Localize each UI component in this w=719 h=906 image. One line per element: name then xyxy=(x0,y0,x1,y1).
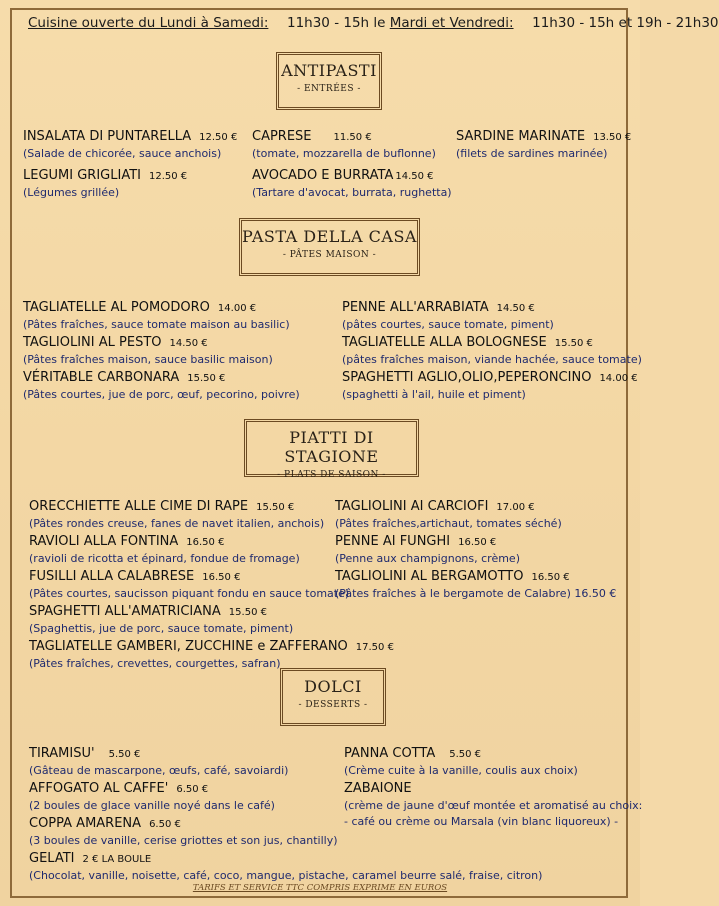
menu-item xyxy=(23,125,237,160)
section-title: PASTA DELLA CASA xyxy=(242,227,417,246)
item-name: CAPRESE xyxy=(252,129,312,144)
item-description: (Gâteau de mascarpone, œufs, café, savoiardi) xyxy=(29,764,289,777)
menu-item xyxy=(252,164,452,199)
section-subtitle: - DESSERTS - xyxy=(298,700,368,710)
menu-item xyxy=(29,742,288,777)
item-description: (tomate, mozzarella de buflonne) xyxy=(252,147,436,160)
item-description: (Spaghettis, jue de porc, sauce tomate, piment) xyxy=(29,622,294,635)
item-price: 16.50 € xyxy=(186,537,225,548)
item-name: PENNE ALL'ARRABIATA xyxy=(342,300,489,315)
item-name: LEGUMI GRIGLIATI xyxy=(23,168,141,183)
item-price: 16.50 € xyxy=(458,537,497,548)
item-price: 14.50 € xyxy=(395,171,434,182)
item-description: (ravioli de ricotta et épinard, fondue de fromage) xyxy=(29,552,300,565)
item-description: (3 boules de vanille, cerise griottes et son jus, chantilly) xyxy=(29,834,338,847)
menu-item xyxy=(29,812,338,847)
menu-item xyxy=(23,366,300,401)
item-description: (spaghetti à l'ail, huile et piment) xyxy=(342,388,526,401)
menu-item xyxy=(29,635,394,670)
section-title: ANTIPASTI xyxy=(281,61,377,80)
item-description-line2: - café ou crème ou Marsala (vin blanc liquoreux) - xyxy=(344,815,619,828)
item-name: SPAGHETTI ALL'AMATRICIANA xyxy=(29,604,221,619)
section-pasta xyxy=(239,218,420,276)
hours-label-1: Cuisine ouverte du Lundi à Samedi: xyxy=(28,15,269,31)
item-price: 17.00 € xyxy=(496,502,535,513)
menu-item xyxy=(344,777,642,828)
item-name: AVOCADO E BURRATA xyxy=(252,168,394,183)
item-price: 15.50 € xyxy=(256,502,295,513)
item-name: INSALATA DI PUNTARELLA xyxy=(23,129,192,144)
item-price: 15.50 € xyxy=(554,338,593,349)
item-name: SARDINE MARINATE xyxy=(456,129,586,144)
item-description: (Pâtes courtes, jue de porc, œuf, pecorino, poivre) xyxy=(23,388,300,401)
menu-item xyxy=(29,847,542,882)
section-subtitle: - PÂTES MAISON - xyxy=(282,250,377,260)
item-description: (Tartare d'avocat, burrata, rughetta) xyxy=(252,186,452,199)
item-description: (Pâtes rondes creuse, fanes de navet italien, anchois) xyxy=(29,517,325,530)
item-price: 16.50 € xyxy=(202,572,241,583)
item-name: COPPA AMARENA xyxy=(29,816,142,831)
item-name: PENNE AI FUNGHI xyxy=(335,534,451,549)
menu-item xyxy=(342,366,638,401)
item-price: 6.50 € xyxy=(149,819,181,830)
item-name: TAGLIATELLE ALLA BOLOGNESE xyxy=(342,335,547,350)
menu-item xyxy=(252,125,436,160)
item-name: AFFOGATO AL CAFFE' xyxy=(29,781,169,796)
item-description: (Crème cuite à la vanille, coulis aux choix) xyxy=(344,764,578,777)
menu-item xyxy=(342,296,554,331)
menu-item xyxy=(29,530,300,565)
item-description: (Pâtes fraîches,artichaut, tomates séché) xyxy=(335,517,562,530)
menu-item xyxy=(344,742,578,777)
section-antipasti xyxy=(276,52,382,110)
item-description: (Pâtes fraîches à le bergamote de Calabre) 16.50 € xyxy=(335,587,617,600)
footer-note: TARIFS ET SERVICE TTC COMPRIS EXPRIME EN EUROS xyxy=(192,883,448,893)
item-description: (Pâtes fraîches, crevettes, courgettes, safran) xyxy=(29,657,281,670)
menu-item xyxy=(23,164,187,199)
item-description: (Chocolat, vanille, noisette, café, coco, mangue, pistache, caramel beurre salé, fraise, citron) xyxy=(29,869,543,882)
menu-item xyxy=(29,777,275,812)
item-description: (crème de jaune d'œuf montée et aromatisé au choix: xyxy=(344,799,643,812)
item-price: 14.50 € xyxy=(169,338,208,349)
menu-item xyxy=(23,296,290,331)
item-price: 14.50 € xyxy=(496,303,535,314)
item-name: TAGLIOLINI AL BERGAMOTTO xyxy=(335,569,524,584)
section-title: PIATTI DI STAGIONE xyxy=(284,428,379,466)
item-description: (Légumes grillée) xyxy=(23,186,120,199)
item-name: PANNA COTTA xyxy=(344,746,436,761)
item-description: (pâtes fraîches maison, viande hachée, sauce tomate) xyxy=(342,353,642,366)
item-price: 17.50 € xyxy=(355,642,394,653)
item-description: (Penne aux champignons, crème) xyxy=(335,552,520,565)
item-description: (Salade de chicorée, sauce anchois) xyxy=(23,147,222,160)
item-description: (Pâtes fraîches, sauce tomate maison au basilic) xyxy=(23,318,290,331)
item-name: ZABAIONE xyxy=(344,781,412,796)
hours-label-2: Mardi et Vendredi: xyxy=(389,15,514,31)
hours-mid: le xyxy=(373,15,386,31)
item-price: 11.50 € xyxy=(333,132,372,143)
item-description: (filets de sardines marinée) xyxy=(456,147,608,160)
item-price: 5.50 € xyxy=(108,749,141,760)
item-description: (Pâtes fraîches maison, sauce basilic maison) xyxy=(23,353,273,366)
menu-item xyxy=(335,530,520,565)
item-description: (2 boules de glace vanille noyé dans le café) xyxy=(29,799,275,812)
item-price: 13.50 € xyxy=(593,132,632,143)
section-stagione xyxy=(244,419,419,480)
item-name: TAGLIATELLE AL POMODORO xyxy=(23,300,210,315)
section-subtitle: - ENTRÉES - xyxy=(297,84,361,94)
menu-item xyxy=(23,331,273,366)
item-name: FUSILLI ALLA CALABRESE xyxy=(29,569,195,584)
item-price: 15.50 € xyxy=(228,607,267,618)
item-name: GELATI xyxy=(29,851,75,866)
item-price: 16.50 € xyxy=(531,572,570,583)
hours-time-2: 11h30 - 15h et 19h - 21h30 xyxy=(532,15,719,31)
menu-item xyxy=(342,331,642,366)
item-name: RAVIOLI ALLA FONTINA xyxy=(29,534,179,549)
item-name: SPAGHETTI AGLIO,OLIO,PEPERONCINO xyxy=(342,370,592,385)
item-name: ORECCHIETTE ALLE CIME DI RAPE xyxy=(29,499,249,514)
item-price: 14.00 € xyxy=(599,373,638,384)
section-dolci xyxy=(280,668,386,726)
item-name: TIRAMISU' xyxy=(29,746,95,761)
item-price: 6.50 € xyxy=(176,784,209,795)
item-price: 5.50 € xyxy=(449,749,482,760)
item-price: 2 € LA BOULE xyxy=(82,854,152,865)
item-name: TAGLIATELLE GAMBERI, ZUCCHINE e ZAFFERANO xyxy=(29,639,348,654)
menu-item xyxy=(29,495,324,530)
item-price: 15.50 € xyxy=(187,373,226,384)
menu-item xyxy=(335,495,562,530)
section-subtitle: - PLATS DE SAISON - xyxy=(277,470,386,480)
item-price: 12.50 € xyxy=(199,132,238,143)
menu-item xyxy=(335,565,616,600)
item-name: TAGLIOLINI AL PESTO xyxy=(23,335,162,350)
opening-hours xyxy=(28,15,719,31)
item-name: TAGLIOLINI AI CARCIOFI xyxy=(335,499,489,514)
menu-item xyxy=(29,565,349,600)
item-name: VÉRITABLE CARBONARA xyxy=(23,370,180,385)
item-price: 14.00 € xyxy=(217,303,257,314)
hours-time-1: 11h30 - 15h xyxy=(286,15,370,31)
menu-item xyxy=(29,600,293,635)
item-price: 12.50 € xyxy=(148,171,188,182)
item-description: (Pâtes courtes, saucisson piquant fondu en sauce tomate) xyxy=(29,587,350,600)
section-title: DOLCI xyxy=(304,677,362,696)
menu-item xyxy=(456,125,631,160)
item-description: (pâtes courtes, sauce tomate, piment) xyxy=(342,318,554,331)
